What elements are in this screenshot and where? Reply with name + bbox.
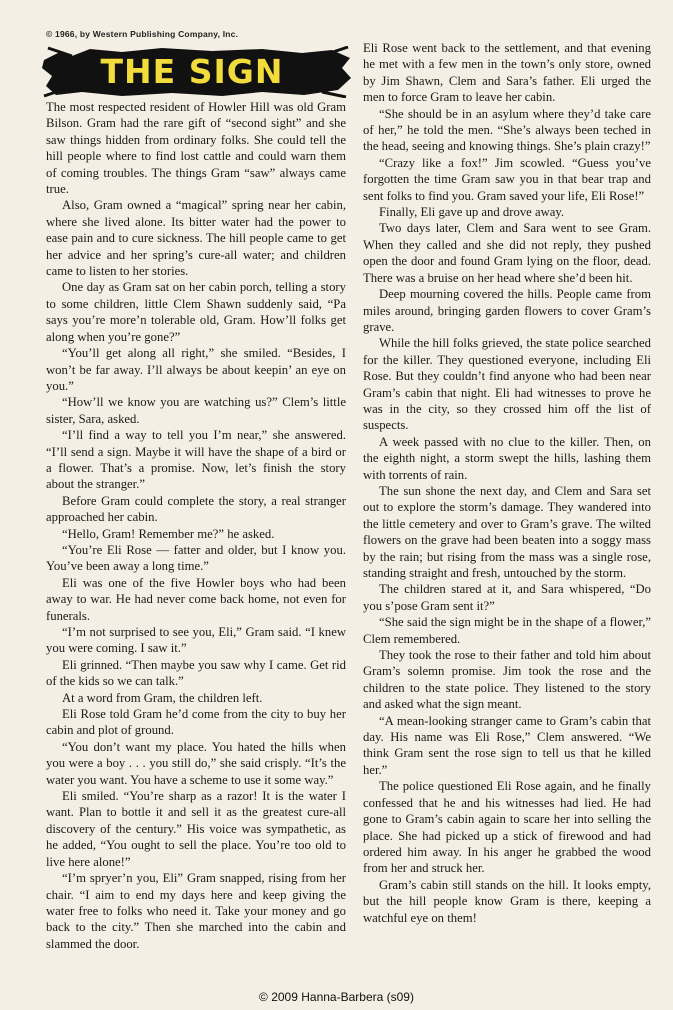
story-paragraph: Gram’s cabin still stands on the hill. It looks empty, but the hill people know Gram is there, keeping a watchful eye on them!: [363, 877, 651, 925]
story-paragraph: A week passed with no clue to the killer. Then, on the eighth night, a storm swept the hills, lashing them with torrents of rain.: [363, 434, 651, 482]
story-paragraph: “She should be in an asylum where they’d take care of her,” he told the men. “She’s always been teched in the head, seeing and knowing things. She’s plain crazy!”: [363, 106, 651, 154]
publisher-copyright: © 1966, by Western Publishing Company, Inc.: [46, 29, 239, 39]
story-paragraph: Eli smiled. “You’re sharp as a razor! It is the water I want. Plan to bottle it and sell it as the greatest cure-all discovery of the century.” His voice was sympathetic, as he added, “You ought to sell the place. You’re too old to live here alone!”: [46, 789, 346, 869]
story-paragraph: The police questioned Eli Rose again, and he finally confessed that he and his witnesses had lied. He had gone to Gram’s cabin again to scare her into selling the place. She had picked up a stick of firewood and had ordered him away. In his anger he grabbed the wood from her and struck her.: [363, 779, 651, 876]
story-paragraph: Eli grinned. “Then maybe you saw why I came. Get rid of the kids so we can talk.”: [46, 657, 346, 689]
left-column: [46, 99, 346, 952]
story-paragraph: “You’ll get along all right,” she smiled. “Besides, I won’t be far away. I’ll always be about keepin’ an eye on you.”: [46, 346, 346, 393]
story-title: THE SIGN: [100, 52, 284, 91]
story-paragraph: The most respected resident of Howler Hill was old Gram Bilson. Gram had the rare gift of “second sight” and she saw things hidden from ordinary folks. She could tell the hill people where to find lost cattle and could warn them of coming troubles. The things Gram “saw” always came true.: [46, 100, 346, 197]
story-paragraph: Two days later, Clem and Sara went to see Gram. When they called and she did not reply, they pushed open the door and found Gram lying on the floor, dead. There was a bruise on her head where she’d been hit.: [363, 221, 651, 285]
story-paragraph: “She said the sign might be in the shape of a flower,” Clem remembered.: [363, 615, 651, 646]
story-paragraph: “You don’t want my place. You hated the hills when you were a boy . . . you still do,” she said crisply. “It’s the water you want. You have a scheme to use it some way.”: [46, 739, 346, 787]
title-banner: [42, 46, 352, 98]
story-paragraph: “Crazy like a fox!” Jim scowled. “Guess you’ve forgotten the time Gram saw you in that bear trap and sent folks to find you. Gram saved your life, Eli Rose!”: [363, 155, 651, 203]
story-paragraph: Before Gram could complete the story, a real stranger approached her cabin.: [46, 493, 346, 525]
story-paragraph: The sun shone the next day, and Clem and Sara set out to explore the storm’s damage. They wandered into the little cemetery and over to Gram’s grave. The wilted flowers on the grave had been beaten into a soggy mass by the rain; but rising from the mass was a single rose, standing straight and fresh, untouched by the storm.: [363, 483, 651, 580]
story-paragraph: Finally, Eli gave up and drove away.: [379, 205, 565, 220]
story-paragraph: “How’ll we know you are watching us?” Clem’s little sister, Sara, asked.: [46, 395, 346, 426]
story-paragraph: Eli Rose went back to the settlement, and that evening he met with a few men in the town’s only store, owned by Jim Shawn, Clem and Sara’s father. Eli urged the men to force Gram to leave her cabin.: [363, 41, 651, 105]
story-paragraph: “Hello, Gram! Remember me?” he asked.: [62, 526, 275, 541]
right-column: [363, 40, 651, 926]
story-paragraph: At a word from Gram, the children left.: [62, 690, 263, 705]
story-paragraph: “I’m spryer’n you, Eli” Gram snapped, rising from her chair. “I aim to end my days here and keep giving the water free to folks who need it. Take your money and go back to the city.” Then she marched into the cabin and slammed the door.: [46, 871, 346, 951]
story-paragraph: They took the rose to their father and told him about Gram’s solemn promise. Jim took the rose and the children to the state police. They listened to the story and asked what the sign meant.: [363, 648, 651, 712]
story-paragraph: Eli was one of the five Howler boys who had been away to war. He had never come back home, not even for funerals.: [46, 575, 346, 623]
story-paragraph: “A mean-looking stranger came to Gram’s cabin that day. His name was Eli Rose,” Clem answered. “We think Gram sent the rose sign to tell us that he killed her.”: [363, 713, 651, 777]
story-paragraph: Also, Gram owned a “magical” spring near her cabin, where she lived alone. Its bitter water had the power to ease pain and to cure sickness. The hill people came to get her advice and her spring’s cure-all water; and children came to listen to her stories.: [46, 198, 346, 279]
story-paragraph: Deep mourning covered the hills. People came from miles around, bringing garden flowers to cover Gram’s grave.: [363, 287, 651, 334]
footer-copyright: © 2009 Hanna-Barbera (s09): [259, 990, 414, 1004]
story-paragraph: One day as Gram sat on her cabin porch, telling a story to some children, little Clem Shawn suddenly said, “Pa says you’re more’n tolerable old, Gram. How’ll folks get along when you’re gone?”: [46, 280, 346, 344]
story-paragraph: “I’m not surprised to see you, Eli,” Gram said. “I knew you were coming. I saw it.”: [46, 625, 346, 656]
story-paragraph: While the hill folks grieved, the state police searched for the killer. They questioned everyone, including Eli Rose. But they couldn’t find anyone who had been near Gram’s cabin that night. Eli had witnesses to prove he was in the city, so they crossed him off the list of suspects.: [363, 336, 651, 433]
story-paragraph: “I’ll find a way to tell you I’m near,” she answered. “I’ll send a sign. Maybe it will have the shape of a bird or a flower. That’s a promise. Now, let’s finish the story about the stranger.”: [46, 428, 346, 492]
story-paragraph: The children stared at it, and Sara whispered, “Do you s’pose Gram sent it?”: [363, 582, 651, 613]
story-paragraph: Eli Rose told Gram he’d come from the city to buy her cabin and plot of ground.: [46, 707, 346, 738]
story-paragraph: “You’re Eli Rose — fatter and older, but I know you. You’ve been away a long time.”: [46, 542, 346, 574]
